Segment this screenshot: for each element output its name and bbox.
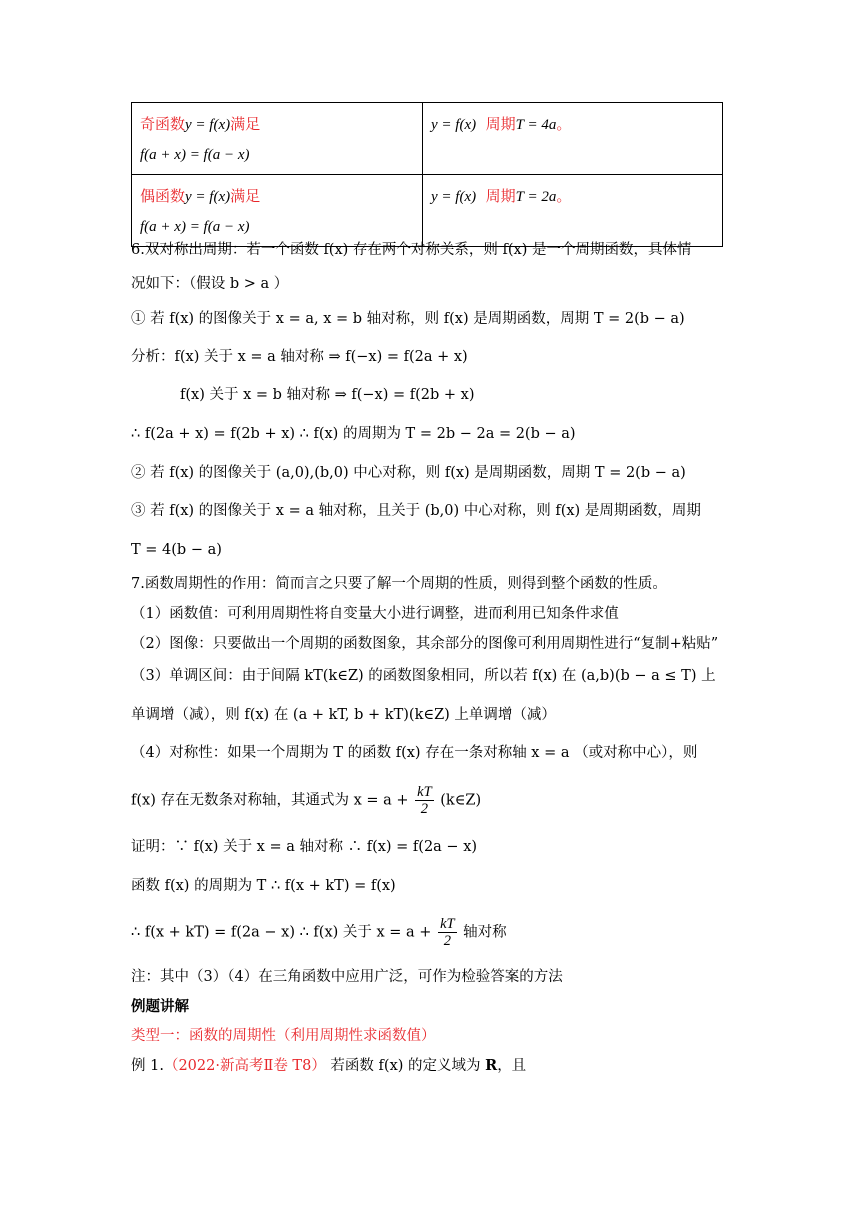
period-value: T = 4a	[515, 117, 557, 133]
cell-condition: f(a + x) = f(a − x)	[140, 219, 250, 235]
text-line: （4）对称性：如果一个周期为 T 的函数 f(x) 存在一条对称轴 x = a （或对称中心），则	[131, 745, 698, 761]
line-prefix: f(x) 存在无数条对称轴，其通式为 x = a +	[131, 792, 409, 809]
example-tail: ，且	[497, 1058, 527, 1074]
text-line: ② 若 f(x) 的图像关于 (a,0),(b,0) 中心对称，则 f(x) 是周期函数，周期 T = 2(b − a)	[131, 465, 686, 481]
example-bold: R	[485, 1057, 498, 1074]
period-label: 周期	[485, 187, 516, 205]
text-line: T = 4(b − a)	[131, 542, 222, 558]
table-row	[132, 175, 723, 247]
cell-condition: f(a + x) = f(a − x)	[140, 147, 250, 163]
example-prefix: 例 1.	[131, 1058, 164, 1074]
cell-formula: y = f(x)	[431, 189, 477, 205]
table-cell	[423, 103, 723, 175]
line-prefix: ∴ f(x + kT) = f(2a − x) ∴ f(x) 关于 x = a +	[131, 924, 432, 941]
text-line: （1）函数值：可利用周期性将自变量大小进行调整，进而利用已知条件求值	[131, 606, 619, 622]
fraction-denominator: 2	[443, 933, 451, 949]
cell-formula: y = f(x)	[185, 189, 231, 205]
text-line: 证明：∵ f(x) 关于 x = a 轴对称 ∴ f(x) = f(2a − x)	[131, 839, 478, 855]
cell-label: 偶函数	[140, 187, 186, 205]
text-line: ③ 若 f(x) 的图像关于 x = a 轴对称，且关于 (b,0) 中心对称，则 f(x) 是周期函数，周期	[131, 503, 701, 519]
text-line: 单调增（减），则 f(x) 在 (a + kT, b + kT)(k∈Z) 上单调增（减）	[131, 707, 556, 723]
example-source: （2022·新高考Ⅱ卷 T8）	[163, 1058, 326, 1074]
cell-label: 奇函数	[140, 115, 186, 133]
cell-end: 。	[556, 187, 572, 205]
table-cell	[132, 175, 423, 247]
line-suffix: (k∈Z)	[440, 792, 482, 809]
proof-conclusion-line	[131, 916, 731, 949]
text-line: （2）图像：只要做出一个周期的函数图象，其余部分的图像可利用周期性进行“复制+粘贴”	[131, 636, 719, 652]
text-line: ① 若 f(x) 的图像关于 x = a, x = b 轴对称，则 f(x) 是周期函数，周期 T = 2(b − a)	[131, 311, 685, 327]
table-cell	[423, 175, 723, 247]
text-line: 分析：f(x) 关于 x = a 轴对称 ⇒ f(−x) = f(2a + x)	[131, 349, 468, 365]
type-heading: 类型一：函数的周期性（利用周期性求函数值）	[131, 1028, 436, 1044]
example-line	[131, 1055, 731, 1077]
text-line: f(x) 关于 x = b 轴对称 ⇒ f(−x) = f(2b + x)	[180, 387, 475, 403]
text-line: 6.双对称出周期：若一个函数 f(x) 存在两个对称关系，则 f(x) 是一个周期函数，具体情	[131, 242, 692, 258]
table-cell	[132, 103, 423, 175]
text-line: （3）单调区间：由于间隔 kT(k∈Z) 的函数图象相同，所以若 f(x) 在 (a,b)(b − a ≤ T) 上	[131, 668, 716, 684]
period-label: 周期	[485, 115, 516, 133]
cell-label-tail: 满足	[230, 187, 261, 205]
table-row	[132, 103, 723, 175]
fraction-numerator: kT	[417, 784, 432, 800]
example-text: 若函数 f(x) 的定义域为	[325, 1058, 486, 1074]
line-suffix: 轴对称	[463, 924, 507, 941]
periodicity-table	[131, 102, 723, 247]
symmetry-general-line	[131, 784, 731, 817]
text-line: ∴ f(2a + x) = f(2b + x) ∴ f(x) 的周期为 T = 2b − 2a = 2(b − a)	[131, 426, 576, 442]
period-value: T = 2a	[515, 189, 557, 205]
text-line: 注：其中（3）（4）在三角函数中应用广泛，可作为检验答案的方法	[131, 969, 563, 985]
cell-formula: y = f(x)	[185, 117, 231, 133]
cell-end: 。	[556, 115, 572, 133]
fraction-numerator: kT	[440, 916, 455, 932]
fraction	[415, 784, 434, 817]
cell-formula: y = f(x)	[431, 117, 477, 133]
cell-label-tail: 满足	[230, 115, 261, 133]
text-line: 况如下：（假设 b > a ）	[131, 276, 289, 292]
fraction-denominator: 2	[420, 801, 429, 817]
text-line: 7.函数周期性的作用：简而言之只要了解一个周期的性质，则得到整个函数的性质。	[131, 576, 667, 592]
text-line: 函数 f(x) 的周期为 T ∴ f(x + kT) = f(x)	[131, 878, 396, 894]
section-heading: 例题讲解	[131, 999, 189, 1015]
fraction	[438, 916, 457, 949]
